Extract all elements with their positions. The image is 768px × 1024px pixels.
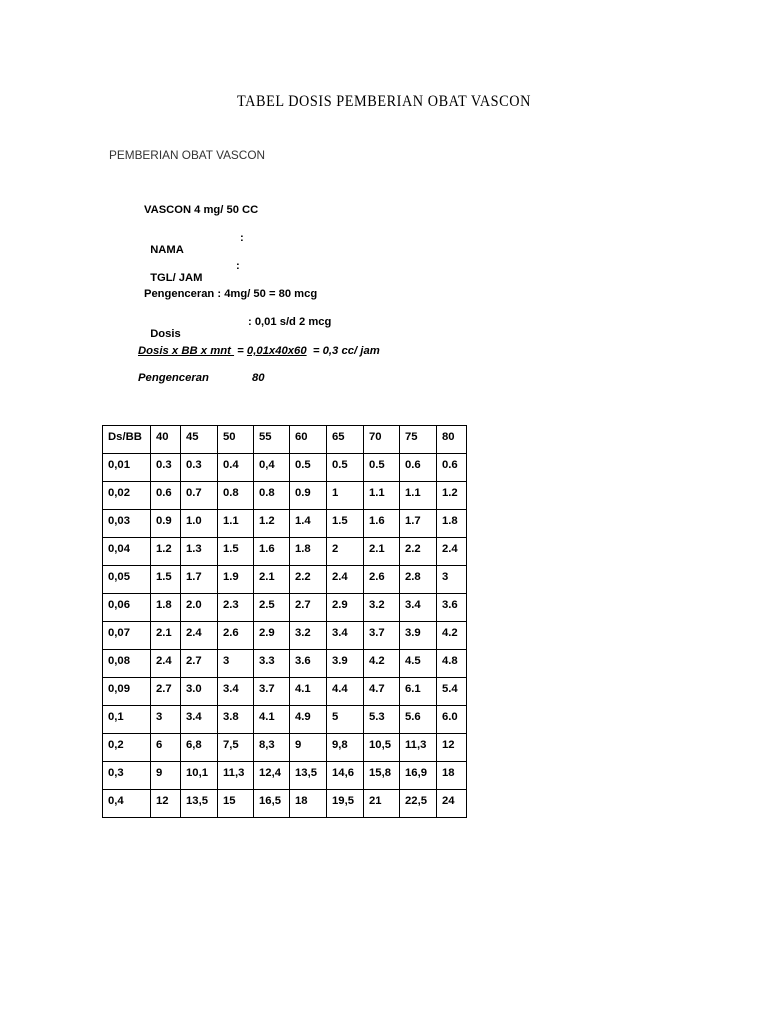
table-cell: 3.7 [254, 678, 290, 706]
table-cell: 2.1 [364, 538, 400, 566]
table-cell: 11,3 [218, 762, 254, 790]
table-cell: 2.9 [254, 622, 290, 650]
table-cell: 14,6 [327, 762, 364, 790]
table-cell: 2.6 [364, 566, 400, 594]
row-header-cell: 0,09 [103, 678, 151, 706]
row-header-cell: 0,4 [103, 790, 151, 818]
table-cell: 4.5 [400, 650, 437, 678]
table-cell: 1.8 [437, 510, 467, 538]
table-cell: 0.3 [181, 454, 218, 482]
table-cell: 4.1 [290, 678, 327, 706]
table-row [103, 538, 467, 566]
table-cell: 3 [437, 566, 467, 594]
table-cell: 2.7 [290, 594, 327, 622]
table-cell: 1.8 [151, 594, 181, 622]
table-cell: 0.6 [400, 454, 437, 482]
row-header-cell: 0,05 [103, 566, 151, 594]
table-cell: 2.3 [218, 594, 254, 622]
table-cell: 4.2 [437, 622, 467, 650]
table-cell: 1.1 [364, 482, 400, 510]
table-cell: 0,4 [254, 454, 290, 482]
table-cell: 2.0 [181, 594, 218, 622]
table-cell: 2.6 [218, 622, 254, 650]
table-cell: 2.8 [400, 566, 437, 594]
table-cell: 0.8 [218, 482, 254, 510]
dosis-value: : 0,01 s/d 2 mcg [248, 316, 332, 328]
table-cell: 45 [181, 426, 218, 454]
table-cell: 6 [151, 734, 181, 762]
table-cell: 1 [327, 482, 364, 510]
table-cell: 0.3 [151, 454, 181, 482]
table-cell: 0.8 [254, 482, 290, 510]
table-cell: 10,1 [181, 762, 218, 790]
table-cell: 2 [327, 538, 364, 566]
table-cell: 16,5 [254, 790, 290, 818]
table-cell: 4.2 [364, 650, 400, 678]
table-cell: 0.7 [181, 482, 218, 510]
table-row [103, 454, 467, 482]
row-header-cell: Ds/BB [103, 426, 151, 454]
table-cell: 13,5 [290, 762, 327, 790]
table-cell: 1.5 [151, 566, 181, 594]
formula-numerator: Dosis x BB x mnt [138, 345, 235, 357]
formula-line [138, 345, 380, 357]
table-cell: 1.8 [290, 538, 327, 566]
table-cell: 0.5 [364, 454, 400, 482]
table-cell: 3.9 [327, 650, 364, 678]
pengenceran-value: 80 [252, 372, 265, 384]
table-cell: 19,5 [327, 790, 364, 818]
table-cell: 4.8 [437, 650, 467, 678]
table-cell: 4.1 [254, 706, 290, 734]
vascon-concentration: VASCON 4 mg/ 50 CC [144, 204, 259, 216]
table-row [103, 482, 467, 510]
table-cell: 9,8 [327, 734, 364, 762]
table-cell: 0.6 [437, 454, 467, 482]
row-header-cell: 0,1 [103, 706, 151, 734]
table-row [103, 790, 467, 818]
table-cell: 3.4 [181, 706, 218, 734]
table-cell: 3.4 [400, 594, 437, 622]
table-cell: 3.3 [254, 650, 290, 678]
row-header-cell: 0,03 [103, 510, 151, 538]
table-row [103, 706, 467, 734]
table-row [103, 510, 467, 538]
table-cell: 3.4 [218, 678, 254, 706]
table-cell: 2.2 [400, 538, 437, 566]
table-header-row [103, 426, 467, 454]
pengenceran-label: Pengenceran [138, 372, 209, 384]
table-cell: 22,5 [400, 790, 437, 818]
table-cell: 4.4 [327, 678, 364, 706]
subtitle: PEMBERIAN OBAT VASCON [109, 148, 266, 162]
table-cell: 2.5 [254, 594, 290, 622]
table-cell: 15 [218, 790, 254, 818]
table-cell: 2.1 [254, 566, 290, 594]
table-cell: 1.7 [181, 566, 218, 594]
table-cell: 55 [254, 426, 290, 454]
table-cell: 2.7 [151, 678, 181, 706]
table-cell: 1.1 [400, 482, 437, 510]
table-cell: 1.6 [254, 538, 290, 566]
table-cell: 15,8 [364, 762, 400, 790]
table-cell: 21 [364, 790, 400, 818]
table-cell: 1.2 [437, 482, 467, 510]
table-cell: 3.2 [364, 594, 400, 622]
table-cell: 7,5 [218, 734, 254, 762]
row-header-cell: 0,02 [103, 482, 151, 510]
row-header-cell: 0,07 [103, 622, 151, 650]
formula-denominator [138, 372, 265, 384]
table-cell: 5 [327, 706, 364, 734]
table-cell: 1.2 [254, 510, 290, 538]
table-cell: 3.0 [181, 678, 218, 706]
table-cell: 3.7 [364, 622, 400, 650]
table-cell: 0.5 [327, 454, 364, 482]
table-cell: 11,3 [400, 734, 437, 762]
table-cell: 13,5 [181, 790, 218, 818]
table-cell: 1.0 [181, 510, 218, 538]
table-cell: 9 [290, 734, 327, 762]
table-row [103, 762, 467, 790]
table-cell: 80 [437, 426, 467, 454]
table-cell: 6.1 [400, 678, 437, 706]
table-row [103, 594, 467, 622]
table-cell: 3.6 [437, 594, 467, 622]
row-header-cell: 0,06 [103, 594, 151, 622]
table-cell: 2.4 [327, 566, 364, 594]
table-cell: 0.9 [151, 510, 181, 538]
nama-label: NAMA [150, 244, 184, 256]
table-cell: 0.9 [290, 482, 327, 510]
table-row [103, 678, 467, 706]
table-cell: 10,5 [364, 734, 400, 762]
table-cell: 3.6 [290, 650, 327, 678]
table-row [103, 734, 467, 762]
table-cell: 0.4 [218, 454, 254, 482]
formula-calculation: 0,01x40x60 [246, 345, 307, 357]
table-cell: 3 [218, 650, 254, 678]
row-header-cell: 0,01 [103, 454, 151, 482]
table-row [103, 650, 467, 678]
table-cell: 2.4 [437, 538, 467, 566]
table-cell: 0.5 [290, 454, 327, 482]
table-cell: 3 [151, 706, 181, 734]
table-cell: 75 [400, 426, 437, 454]
table-cell: 18 [437, 762, 467, 790]
table-cell: 2.2 [290, 566, 327, 594]
row-header-cell: 0,3 [103, 762, 151, 790]
table-cell: 3.2 [290, 622, 327, 650]
tgl-label: TGL/ JAM [150, 272, 203, 284]
formula-result: = 0,3 cc/ jam [306, 345, 380, 357]
table-cell: 2.1 [151, 622, 181, 650]
table-cell: 4.9 [290, 706, 327, 734]
table-cell: 1.1 [218, 510, 254, 538]
page-title: TABEL DOSIS PEMBERIAN OBAT VASCON [237, 93, 531, 110]
table-cell: 3.8 [218, 706, 254, 734]
dose-table [102, 425, 467, 818]
table-cell: 1.5 [218, 538, 254, 566]
row-header-cell: 0,2 [103, 734, 151, 762]
table-cell: 60 [290, 426, 327, 454]
table-cell: 4.7 [364, 678, 400, 706]
table-cell: 16,9 [400, 762, 437, 790]
tgl-separator: : [236, 260, 240, 272]
table-cell: 12,4 [254, 762, 290, 790]
table-cell: 8,3 [254, 734, 290, 762]
table-cell: 12 [437, 734, 467, 762]
table-cell: 2.7 [181, 650, 218, 678]
table-cell: 5.4 [437, 678, 467, 706]
pengenceran-line: Pengenceran : 4mg/ 50 = 80 mcg [144, 288, 318, 300]
table-cell: 1.9 [218, 566, 254, 594]
table-cell: 6,8 [181, 734, 218, 762]
row-header-cell: 0,04 [103, 538, 151, 566]
table-cell: 1.6 [364, 510, 400, 538]
table-cell: 6.0 [437, 706, 467, 734]
table-row [103, 622, 467, 650]
table-cell: 70 [364, 426, 400, 454]
table-cell: 5.3 [364, 706, 400, 734]
row-header-cell: 0,08 [103, 650, 151, 678]
table-cell: 3.9 [400, 622, 437, 650]
table-cell: 2.9 [327, 594, 364, 622]
table-cell: 9 [151, 762, 181, 790]
table-cell: 65 [327, 426, 364, 454]
formula-equals: = [234, 345, 247, 357]
table-cell: 1.2 [151, 538, 181, 566]
table-cell: 1.5 [327, 510, 364, 538]
table-cell: 1.4 [290, 510, 327, 538]
table-cell: 40 [151, 426, 181, 454]
table-cell: 1.3 [181, 538, 218, 566]
table-cell: 50 [218, 426, 254, 454]
dosis-label: Dosis [150, 328, 181, 340]
table-cell: 0.6 [151, 482, 181, 510]
table-cell: 1.7 [400, 510, 437, 538]
nama-separator: : [240, 232, 244, 244]
table-row [103, 566, 467, 594]
table-cell: 2.4 [181, 622, 218, 650]
table-cell: 18 [290, 790, 327, 818]
table-cell: 2.4 [151, 650, 181, 678]
table-cell: 24 [437, 790, 467, 818]
table-cell: 3.4 [327, 622, 364, 650]
table-cell: 5.6 [400, 706, 437, 734]
table-cell: 12 [151, 790, 181, 818]
